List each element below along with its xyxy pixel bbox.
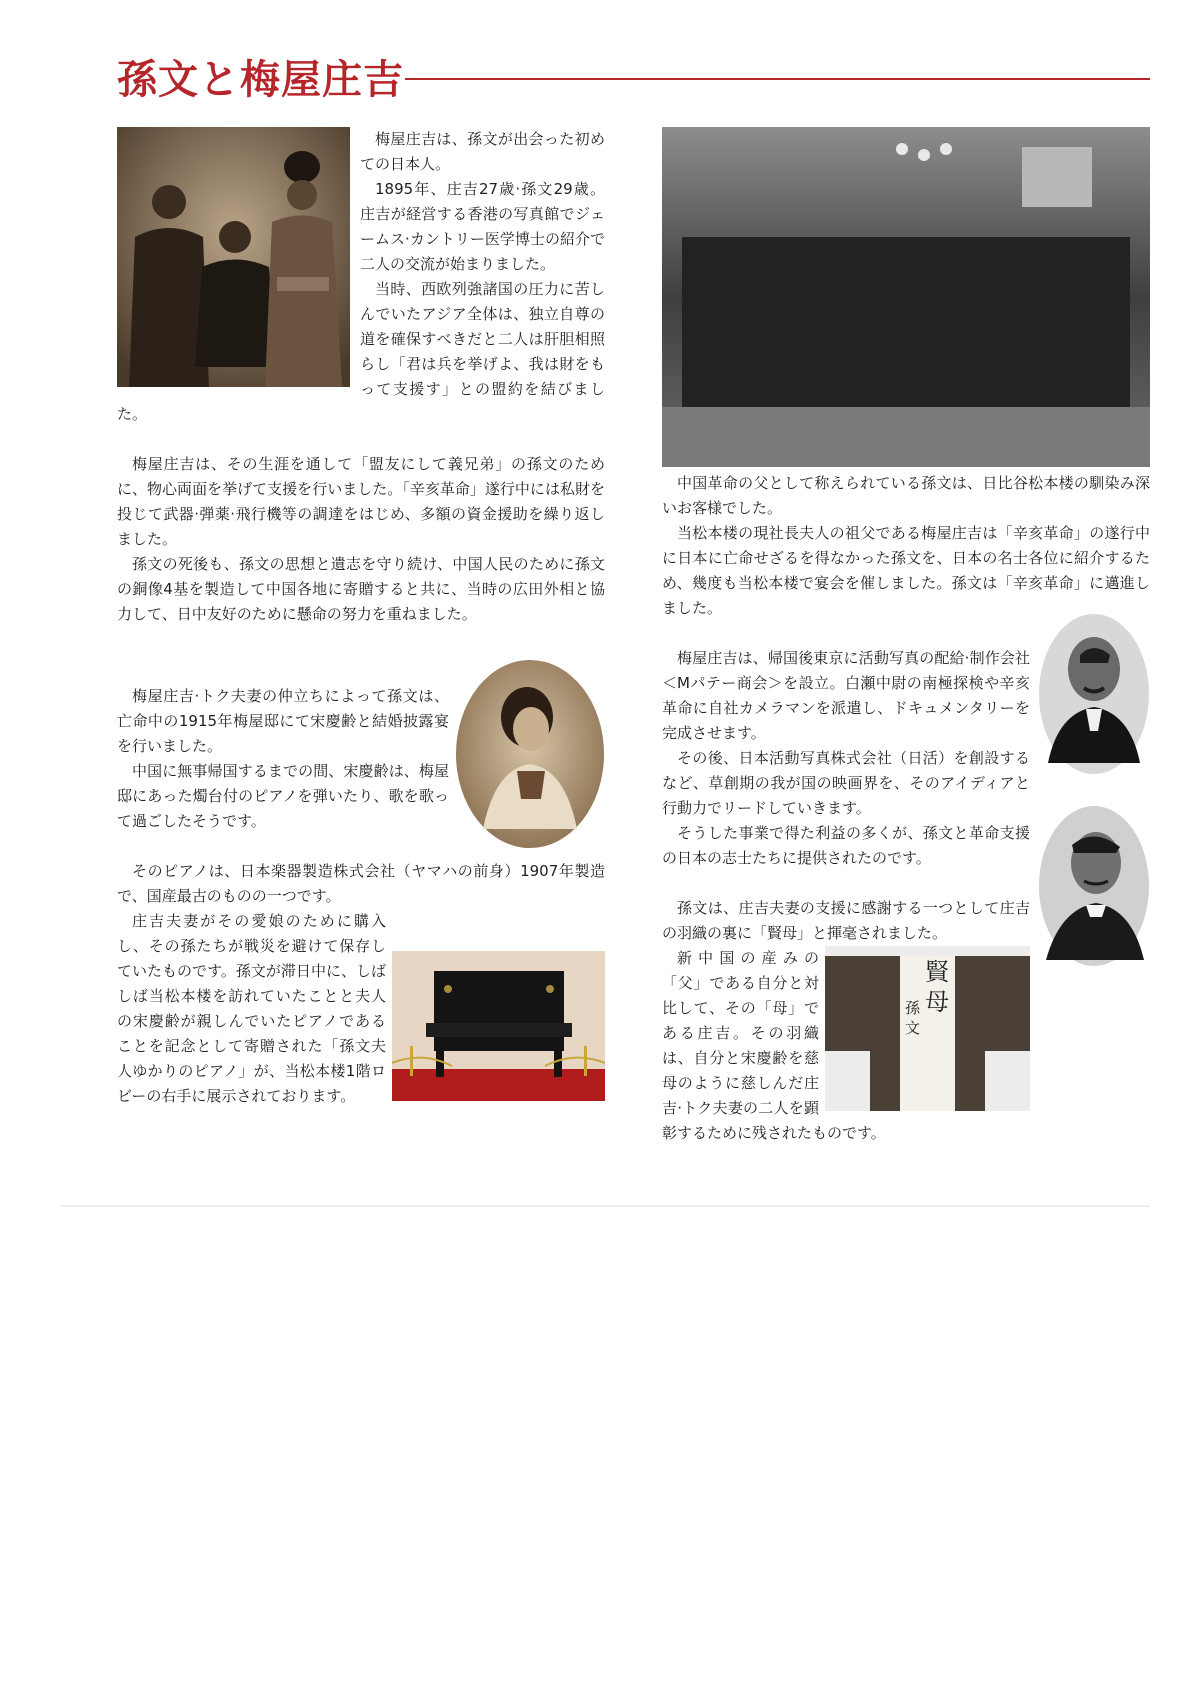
left-para-1: 梅屋庄吉は、孫文が出会った初めての日本人。 [360,130,605,173]
right-para-5: そうした事業で得た利益の多くが、孫文と革命支援の日本の志士たちに提供されたのです。 [662,824,1030,867]
right-column [662,127,1150,1146]
photo-umeya-sun-group [117,127,350,387]
left-para-4: 梅屋庄吉は、その生涯を通して「盟友にして義兄弟」の孫文のために、物心両面を挙げて支援を行いました。「辛亥革命」遂行中には私財を投じて武器·弾薬·飛行機等の調達をはじめ、多額の資金援助を繰り返しました。 [117,455,605,548]
haori-char-3: 孫 [905,999,921,1017]
left-para-6: 梅屋庄吉·トク夫妻の仲立ちによって孫文は、亡命中の1915年梅屋邸にて宋慶齢と結婚披露宴を行いました。 [117,687,449,755]
title-rule [405,78,1150,80]
photo-sun-yat-sen-portrait [1038,613,1150,775]
left-para-8: そのピアノは、日本楽器製造株式会社（ヤマハの前身）1907年製造で、国産最古のものの一つです。 [117,862,605,905]
left-para-7: 中国に無事帰国するまでの間、宋慶齢は、梅屋邸にあった燭台付のピアノを弾いたり、歌を歌って過ごしたそうです。 [117,762,449,830]
left-para-3: 当時、西欧列強諸国の圧力に苦しんでいたアジア全体は、独立自尊の道を確保すべきだと二人は肝胆相照らし「君は兵を挙げよ、我は財をもって支援す」との盟約を結びました。 [117,280,605,423]
right-para-4: その後、日本活動写真株式会社（日活）を創設するなど、草創期の我が国の映画界を、そのアイディアと行動力でリードしていきます。 [662,749,1030,817]
left-column [117,127,605,1109]
photo-piano [392,951,605,1101]
right-para-2: 当松本楼の現社長夫人の祖父である梅屋庄吉は「辛亥革命」の遂行中に日本に亡命せざるを得なかった孫文を、日本の名士各位に紹介するため、幾度も当松本楼で宴会を催しました。孫文は「辛亥革命」に邁進しました。 [662,524,1150,617]
left-para-5: 孫文の死後も、孫文の思想と遺志を守り続け、中国人民のために孫文の銅像4基を製造して中国各地に寄贈すると共に、当時の広田外相と協力して、日中友好のために懸命の努力を重ねました。 [117,555,605,623]
photo-banquet-group [662,127,1150,467]
right-para-3: 梅屋庄吉は、帰国後東京に活動写真の配給·制作会社＜Mパテー商会＞を設立。白瀬中尉の南極探検や辛亥革命に自社カメラマンを派遣し、ドキュメンタリーを完成させます。 [662,649,1030,742]
haori-char-1: 賢 [925,958,949,986]
haori-char-4: 文 [905,1019,921,1037]
haori-char-2: 母 [925,988,949,1016]
left-para-9: 庄吉夫妻がその愛娘のために購入し、その孫たちが戦災を避けて保存していたものです。孫文が滞日中に、しばしば当松本楼を訪れていたことと夫人の宋慶齢が親しんでいたピアノであることを記念として寄贈された「孫文夫人ゆかりのピアノ」が、当松本楼1階ロビーの右手に展示されております。 [117,912,386,1105]
photo-haori-jacket [825,946,1030,1111]
right-para-7: 新中国の産みの「父」である自分と対比して、その「母」である庄吉。その羽織は、自分と宋慶齢を慈母のように慈しんだ庄吉·トク夫妻の二人を顕彰するために残されたものです。 [662,949,886,1142]
page-title: 孫文と梅屋庄吉 [117,57,404,103]
photo-umeya-portrait [1038,805,1150,967]
right-para-6: 孫文は、庄吉夫妻の支援に感謝する一つとして庄吉の羽織の裏に「賢母」と揮毫されました。 [662,899,1030,942]
photo-soong-ching-ling [455,659,605,849]
right-para-1: 中国革命の父として称えられている孫文は、日比谷松本楼の馴染み深いお客様でした。 [662,474,1150,517]
left-para-2: 1895年、庄吉27歳·孫文29歳。庄吉が経営する香港の写真館でジェームス·カントリー医学博士の紹介で二人の交流が始まりました。 [360,180,605,273]
